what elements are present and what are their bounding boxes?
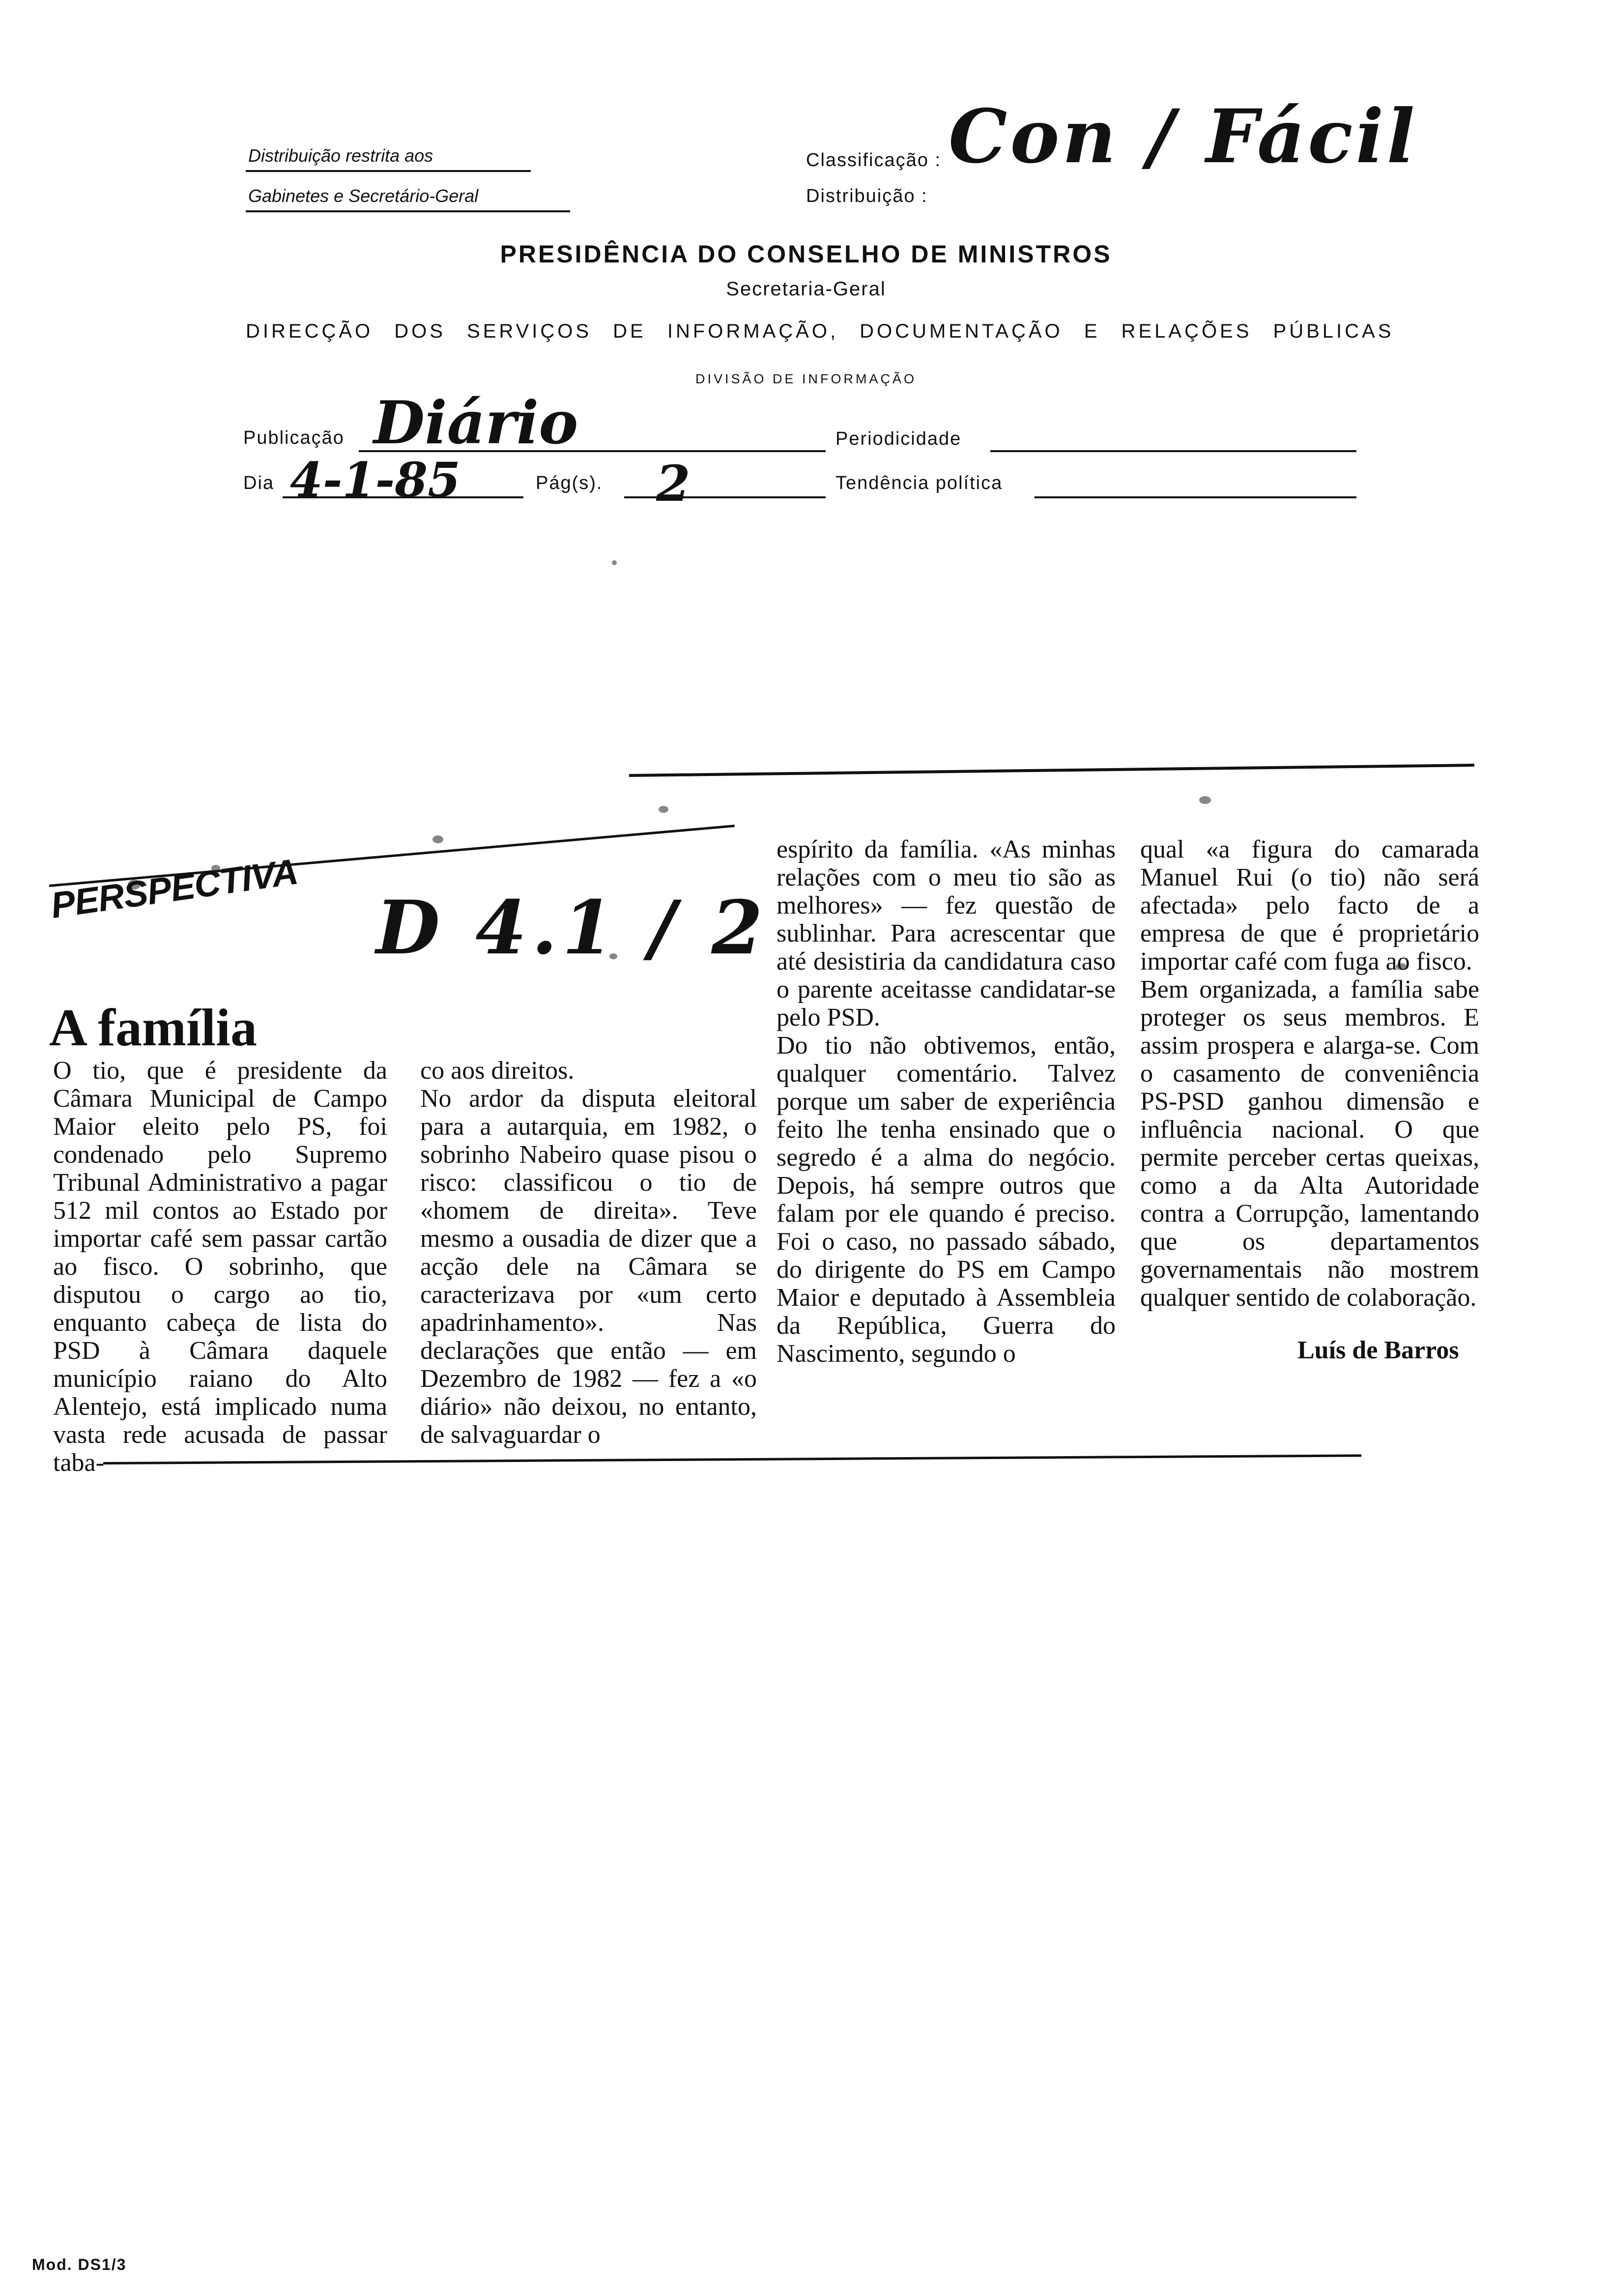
scan-speck [659,806,668,813]
distribution-note-line1: Distribuição restrita aos [248,145,433,166]
agency-division: DIVISÃO DE INFORMAÇÃO [695,372,917,386]
article-author: Luís de Barros [1297,1336,1459,1364]
tendencia-line [1035,496,1356,498]
distribution-underline-1 [246,170,531,172]
scan-speck [432,835,443,843]
distribution-underline-2 [246,210,570,212]
tendencia-label: Tendência política [835,473,1003,493]
clipping-top-rule [629,764,1474,777]
pags-line [624,496,826,498]
section-banner: PERSPECTIVA [48,851,300,926]
clipping-handwritten-ref: D 4.1 / 2 [376,885,768,971]
pags-value: 2 [656,455,691,513]
dia-value: 4-1-85 [290,452,461,508]
dia-label: Dia [243,473,275,493]
article-headline: A família [49,999,257,1057]
distribuicao-label: Distribuição : [806,186,928,206]
article-column-1: O tio, que é presidente da Câmara Municipal de Campo Maior eleito pelo PS, foi condenado pelo Supremo Tribunal Administrativo a pagar 512 mil contos ao Estado por importar café sem passar cartão ao fisco. O sobrinho, que disputou o cargo ao tio, enquanto cabeça de lista do PSD à Câmara daquele município raiano do Alto Alentejo, está implicado numa vasta rede acusada de passar taba- [53,1057,387,1477]
article-column-3: espírito da família. «As minhas relações com o meu tio são as melhores» — fez questão de sublinhar. Para acrescentar que até desistiria da candidatura caso o parente aceitasse candidatar-se pelo PSD. Do tio não obtivemos, então, qualquer comentário. Talvez porque um saber de experiência feito lhe tenha ensinado que o segredo é a alma do negócio. Depois, há sempre outros que falam por ele quando é preciso. Foi o caso, no passado sábado, do dirigente do PS em Campo Maior e deputado à Assembleia da República, Guerra do Nascimento, segundo o [777,835,1116,1368]
form-code: Mod. DS1/3 [32,2256,127,2273]
scan-speck [612,560,617,565]
publicacao-label: Publicação [243,428,345,448]
agency-directorate: DIRECÇÃO DOS SERVIÇOS DE INFORMAÇÃO, DOCUMENTAÇÃO E RELAÇÕES PÚBLICAS [246,320,1394,342]
agency-title: PRESIDÊNCIA DO CONSELHO DE MINISTROS [500,240,1112,268]
pags-label: Pág(s). [536,473,603,493]
periodicidade-line [990,450,1356,452]
article-column-2: co aos direitos. No ardor da disputa eleitoral para a autarquia, em 1982, o sobrinho Nabeiro quase pisou o risco: classificou o tio de «homem de direita». Teve mesmo a ousadia de dizer que a acção dele na Câmara se caracterizava por «um certo apadrinhamento». Nas declarações que então — em Dezembro de 1982 — fez a «o diário» não deixou, no entanto, de salvaguardar o [420,1057,757,1449]
scan-speck [1199,796,1211,804]
article-column-4: qual «a figura do camarada Manuel Rui (o tio) não será afectada» pelo facto de a empresa de que é proprietário importar café com fuga ao fisco. Bem organizada, a família sabe proteger os seus membros. E assim prospera e alarga-se. Com o casamento de conveniência PS-PSD ganhou dimensão e influência nacional. O que permite perceber certas queixas, como a da Alta Autoridade contra a Corrupção, lamentando que os departamentos governamentais não mostrem qualquer sentido de colaboração. [1140,835,1479,1312]
classificacao-label: Classificação : [806,150,941,171]
distribution-note-line2: Gabinetes e Secretário-Geral [248,186,479,206]
periodicidade-label: Periodicidade [835,429,962,449]
agency-subtitle: Secretaria-Geral [726,278,886,300]
classificacao-handwritten: Con / Fácil [949,93,1418,180]
publicacao-value: Diário [374,388,578,458]
